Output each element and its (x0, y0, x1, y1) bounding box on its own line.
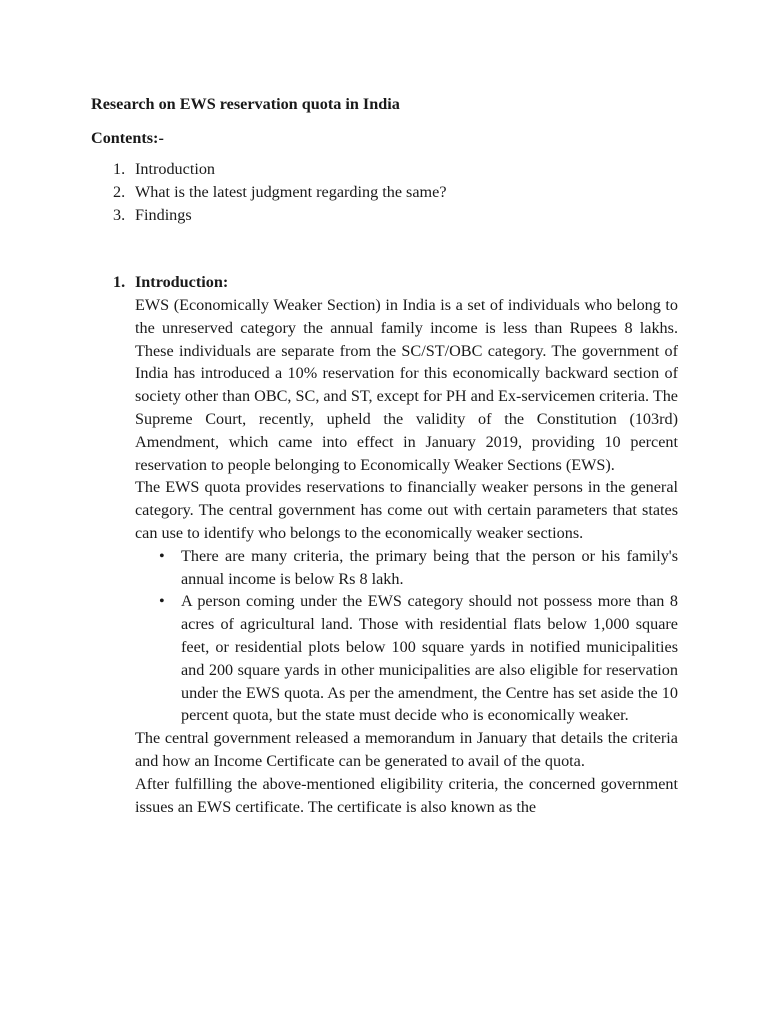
toc-number: 2. (113, 182, 126, 201)
toc-item-findings (113, 204, 673, 227)
toc-number: 3. (113, 205, 126, 224)
toc-number: 1. (113, 160, 126, 178)
paragraph: The EWS quota provides reservations to financially weaker persons in the general category. The central government has come out with certain parameters that states can use to identify who belongs to the economically weaker sections. (135, 478, 678, 542)
toc-label: Introduction (135, 160, 216, 178)
paragraph: The central government released a memorandum in January that details the criteria and how an Income Certificate can be generated to avail of the quota. (135, 729, 678, 770)
table-of-contents (113, 158, 673, 226)
list-item-text: There are many criteria, the primary being that the person or his family's annual income is below Rs 8 lakh. (181, 546, 678, 588)
section-title: Introduction: (135, 273, 229, 291)
toc-item-latest-judgment (113, 181, 673, 204)
paragraph: EWS (Economically Weaker Section) in India is a set of individuals who belong to the unreserved category the annual family income is less than Rupees 8 lakhs. These individuals are separate from the SC/ST/OBC category. The government of India has introduced a 10% reservation for this economically backward section of society other than OBC, SC, and ST, except for PH and Ex-servicemen criteria. The Supreme Court, recently, upheld the validity of the Constitution (103rd) Amendment, which came into effect in January 2019, providing 10 percent reservation to people belonging to Economically Weaker Sections (EWS). (135, 296, 678, 474)
list-item (135, 545, 678, 591)
toc-item-introduction (113, 158, 673, 181)
section-heading (113, 271, 683, 294)
list-item (135, 590, 678, 727)
section-body (135, 294, 678, 818)
contents-heading: Contents:- (91, 129, 164, 147)
document-title: Research on EWS reservation quota in India (91, 95, 400, 113)
bullet-icon: • (159, 592, 165, 611)
bullet-icon: • (159, 546, 165, 565)
list-item-text: A person coming under the EWS category should not possess more than 8 acres of agricultural land. Those with residential flats below 1,000 square feet, or residential plots below 100 square yards in notified municipalities and 200 square yards in other municipalities are also eligible for reservation under the EWS quota. As per the amendment, the Centre has set aside the 10 percent quota, but the state must decide who is economically weaker. (181, 592, 678, 725)
section-number: 1. (113, 273, 126, 291)
paragraph: After fulfilling the above-mentioned eligibility criteria, the concerned government issues an EWS certificate. The certificate is also known as the (135, 774, 678, 816)
toc-label: Findings (135, 205, 192, 224)
bullet-list (135, 545, 678, 727)
toc-label: What is the latest judgment regarding the same? (135, 182, 447, 201)
